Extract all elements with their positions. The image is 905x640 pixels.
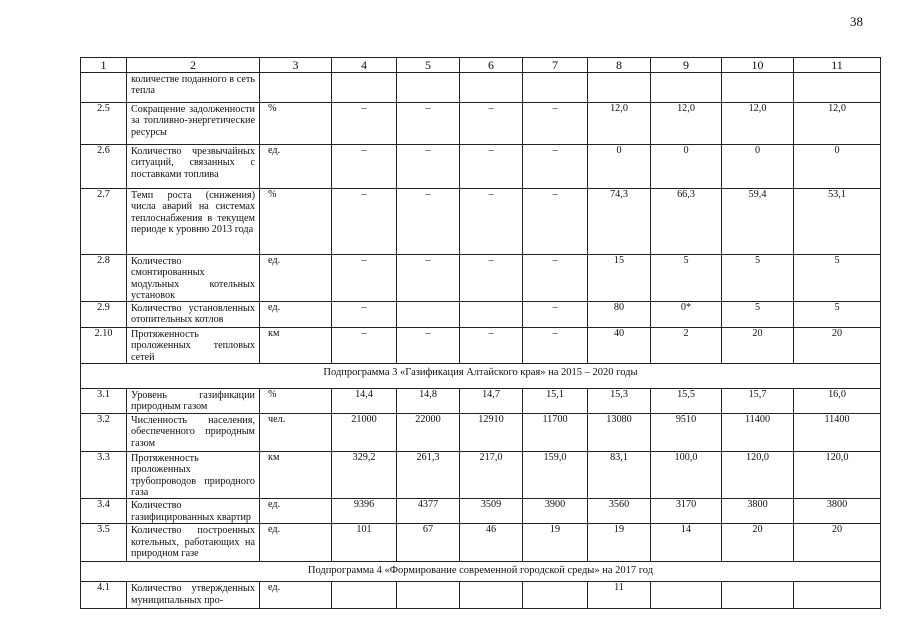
- value-cell: 74,3: [588, 189, 651, 255]
- value-cell: [397, 302, 460, 328]
- value-cell: 100,0: [651, 452, 722, 499]
- value-cell: 12,0: [588, 103, 651, 145]
- value-cell: 13080: [588, 414, 651, 452]
- value-cell: 80: [588, 302, 651, 328]
- value-cell: 14,7: [460, 389, 523, 414]
- value-cell: 67: [397, 524, 460, 562]
- column-header: 1: [81, 58, 127, 73]
- column-header: 7: [523, 58, 588, 73]
- value-cell: 14: [651, 524, 722, 562]
- value-cell: [332, 73, 397, 103]
- value-cell: 217,0: [460, 452, 523, 499]
- unit-cell: ед.: [260, 255, 332, 302]
- unit-cell: чел.: [260, 414, 332, 452]
- value-cell: [397, 582, 460, 609]
- row-number: 2.6: [81, 145, 127, 189]
- value-cell: –: [460, 255, 523, 302]
- table-row: [81, 452, 881, 499]
- value-cell: –: [332, 103, 397, 145]
- value-cell: 12910: [460, 414, 523, 452]
- column-header: 5: [397, 58, 460, 73]
- unit-cell: ед.: [260, 524, 332, 562]
- value-cell: 22000: [397, 414, 460, 452]
- value-cell: [722, 582, 794, 609]
- value-cell: 19: [523, 524, 588, 562]
- unit-cell: ед.: [260, 302, 332, 328]
- value-cell: –: [523, 189, 588, 255]
- value-cell: 5: [722, 255, 794, 302]
- value-cell: 9396: [332, 499, 397, 524]
- value-cell: [523, 73, 588, 103]
- value-cell: 12,0: [794, 103, 881, 145]
- value-cell: 0: [794, 145, 881, 189]
- value-cell: 16,0: [794, 389, 881, 414]
- value-cell: [794, 73, 881, 103]
- value-cell: 11700: [523, 414, 588, 452]
- value-cell: –: [523, 255, 588, 302]
- value-cell: 2: [651, 328, 722, 364]
- column-header: 8: [588, 58, 651, 73]
- value-cell: –: [332, 189, 397, 255]
- table-row: [81, 582, 881, 609]
- value-cell: 4377: [397, 499, 460, 524]
- indicator-name: Количество установленных отопительных котлов: [127, 302, 260, 328]
- table-row: [81, 389, 881, 414]
- row-number: 2.9: [81, 302, 127, 328]
- value-cell: 20: [794, 524, 881, 562]
- unit-cell: %: [260, 189, 332, 255]
- indicator-name: Количество смонтированных модульных котельных установок: [127, 255, 260, 302]
- value-cell: –: [460, 189, 523, 255]
- row-number: 2.8: [81, 255, 127, 302]
- row-number: 3.4: [81, 499, 127, 524]
- unit-cell: км: [260, 452, 332, 499]
- value-cell: [794, 582, 881, 609]
- value-cell: –: [523, 328, 588, 364]
- row-number: 2.7: [81, 189, 127, 255]
- row-number: 3.3: [81, 452, 127, 499]
- row-number: 2.5: [81, 103, 127, 145]
- row-number: [81, 73, 127, 103]
- value-cell: 0: [651, 145, 722, 189]
- table-row: [81, 73, 881, 103]
- indicators-table: [80, 57, 881, 609]
- value-cell: –: [460, 103, 523, 145]
- column-header: 2: [127, 58, 260, 73]
- value-cell: 15,5: [651, 389, 722, 414]
- value-cell: 11: [588, 582, 651, 609]
- value-cell: 5: [794, 255, 881, 302]
- value-cell: 15,7: [722, 389, 794, 414]
- value-cell: 46: [460, 524, 523, 562]
- indicator-name: Количество газифицированных квартир: [127, 499, 260, 524]
- value-cell: 53,1: [794, 189, 881, 255]
- value-cell: 5: [794, 302, 881, 328]
- value-cell: [460, 302, 523, 328]
- row-number: 3.5: [81, 524, 127, 562]
- subprogram-title: Подпрограмма 4 «Формирование современной городской среды» на 2017 год: [81, 562, 881, 582]
- value-cell: 3800: [722, 499, 794, 524]
- value-cell: –: [397, 103, 460, 145]
- table-row: [81, 302, 881, 328]
- value-cell: 19: [588, 524, 651, 562]
- value-cell: 14,4: [332, 389, 397, 414]
- value-cell: 11400: [794, 414, 881, 452]
- column-header-row: [81, 58, 881, 73]
- value-cell: –: [397, 328, 460, 364]
- value-cell: 120,0: [722, 452, 794, 499]
- value-cell: 66,3: [651, 189, 722, 255]
- value-cell: 40: [588, 328, 651, 364]
- value-cell: 14,8: [397, 389, 460, 414]
- indicator-name: Темп роста (снижения) числа аварий на системах теплоснабжения в текущем периоде к уровню 2013 года: [127, 189, 260, 255]
- value-cell: –: [523, 103, 588, 145]
- value-cell: [588, 73, 651, 103]
- value-cell: 9510: [651, 414, 722, 452]
- value-cell: 12,0: [722, 103, 794, 145]
- table-row: [81, 255, 881, 302]
- value-cell: 0: [588, 145, 651, 189]
- table-row: [81, 524, 881, 562]
- value-cell: [722, 73, 794, 103]
- value-cell: 261,3: [397, 452, 460, 499]
- indicator-name: количестве поданного в сеть тепла: [127, 73, 260, 103]
- unit-cell: %: [260, 389, 332, 414]
- subprogram-title: Подпрограмма 3 «Газификация Алтайского края» на 2015 – 2020 годы: [81, 364, 881, 389]
- value-cell: –: [332, 255, 397, 302]
- column-header: 4: [332, 58, 397, 73]
- value-cell: 5: [651, 255, 722, 302]
- value-cell: 0: [722, 145, 794, 189]
- value-cell: 3560: [588, 499, 651, 524]
- column-header: 6: [460, 58, 523, 73]
- value-cell: [651, 73, 722, 103]
- value-cell: 20: [794, 328, 881, 364]
- subprogram-row: [81, 364, 881, 389]
- table-row: [81, 414, 881, 452]
- column-header: 9: [651, 58, 722, 73]
- value-cell: 15,3: [588, 389, 651, 414]
- table-row: [81, 145, 881, 189]
- table-row: [81, 189, 881, 255]
- value-cell: –: [397, 255, 460, 302]
- value-cell: –: [332, 302, 397, 328]
- column-header: 3: [260, 58, 332, 73]
- value-cell: [651, 582, 722, 609]
- value-cell: 83,1: [588, 452, 651, 499]
- value-cell: –: [523, 302, 588, 328]
- indicator-name: Количество утвержденных муниципальных про-: [127, 582, 260, 609]
- value-cell: 329,2: [332, 452, 397, 499]
- value-cell: –: [332, 145, 397, 189]
- column-header: 11: [794, 58, 881, 73]
- row-number: 3.1: [81, 389, 127, 414]
- value-cell: 11400: [722, 414, 794, 452]
- table-row: [81, 328, 881, 364]
- value-cell: –: [332, 328, 397, 364]
- indicator-name: Протяженность проложенных трубопроводов природного газа: [127, 452, 260, 499]
- page-number: 38: [850, 14, 863, 29]
- value-cell: [460, 582, 523, 609]
- table-row: [81, 499, 881, 524]
- value-cell: 0*: [651, 302, 722, 328]
- indicator-name: Численность населения, обеспеченного природным газом: [127, 414, 260, 452]
- value-cell: –: [523, 145, 588, 189]
- value-cell: [397, 73, 460, 103]
- unit-cell: ед.: [260, 499, 332, 524]
- value-cell: 21000: [332, 414, 397, 452]
- indicator-name: Уровень газификации природным газом: [127, 389, 260, 414]
- value-cell: 3800: [794, 499, 881, 524]
- column-header: 10: [722, 58, 794, 73]
- unit-cell: %: [260, 103, 332, 145]
- indicator-name: Количество чрезвычайных ситуаций, связанных с поставками топлива: [127, 145, 260, 189]
- value-cell: 59,4: [722, 189, 794, 255]
- value-cell: 5: [722, 302, 794, 328]
- row-number: 2.10: [81, 328, 127, 364]
- value-cell: –: [397, 145, 460, 189]
- unit-cell: ед.: [260, 582, 332, 609]
- row-number: 4.1: [81, 582, 127, 609]
- value-cell: [332, 582, 397, 609]
- value-cell: 20: [722, 328, 794, 364]
- indicator-name: Протяженность проложенных тепловых сетей: [127, 328, 260, 364]
- value-cell: 15: [588, 255, 651, 302]
- subprogram-row: [81, 562, 881, 582]
- value-cell: 159,0: [523, 452, 588, 499]
- value-cell: 12,0: [651, 103, 722, 145]
- value-cell: 3900: [523, 499, 588, 524]
- value-cell: 3509: [460, 499, 523, 524]
- unit-cell: [260, 73, 332, 103]
- value-cell: 20: [722, 524, 794, 562]
- indicator-name: Сокращение задолженности за топливно-энергетические ресурсы: [127, 103, 260, 145]
- value-cell: [523, 582, 588, 609]
- unit-cell: ед.: [260, 145, 332, 189]
- value-cell: 120,0: [794, 452, 881, 499]
- value-cell: [460, 73, 523, 103]
- value-cell: 101: [332, 524, 397, 562]
- value-cell: –: [460, 145, 523, 189]
- row-number: 3.2: [81, 414, 127, 452]
- table-row: [81, 103, 881, 145]
- value-cell: 3170: [651, 499, 722, 524]
- indicator-name: Количество построенных котельных, работающих на природном газе: [127, 524, 260, 562]
- value-cell: –: [397, 189, 460, 255]
- value-cell: –: [460, 328, 523, 364]
- value-cell: 15,1: [523, 389, 588, 414]
- unit-cell: км: [260, 328, 332, 364]
